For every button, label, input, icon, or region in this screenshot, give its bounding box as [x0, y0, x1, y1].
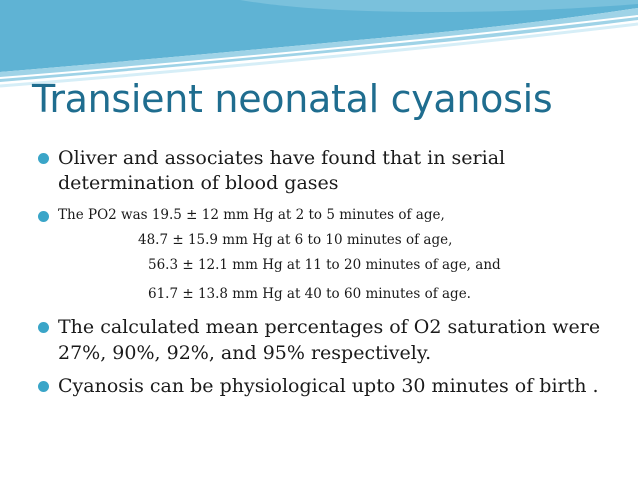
slide-title: Transient neonatal cyanosis [32, 77, 553, 121]
bullet-2-marker [38, 211, 49, 222]
bullet-3-line-2: 27%, 90%, 92%, and 95% respectively. [58, 342, 432, 364]
bullet-1-line-1: Oliver and associates have found that in serial [58, 147, 506, 169]
bullet-2-line-3: 56.3 ± 12.1 mm Hg at 11 to 20 minutes of age, and [148, 257, 501, 273]
bullet-4-line-1: Cyanosis can be physiological upto 30 minutes of birth . [58, 375, 599, 397]
bullet-1-line-2: determination of blood gases [58, 172, 339, 194]
bullet-3-line-1: The calculated mean percentages of O2 saturation were [58, 316, 601, 338]
bullet-2-line-2: 48.7 ± 15.9 mm Hg at 6 to 10 minutes of age, [138, 232, 453, 248]
bullet-2-line-4: 61.7 ± 13.8 mm Hg at 40 to 60 minutes of age. [148, 286, 471, 302]
bullet-1-marker [38, 153, 49, 164]
bullet-2-line-1: The PO2 was 19.5 ± 12 mm Hg at 2 to 5 minutes of age, [58, 207, 445, 223]
bullet-3-marker [38, 322, 49, 333]
bullet-4-marker [38, 381, 49, 392]
